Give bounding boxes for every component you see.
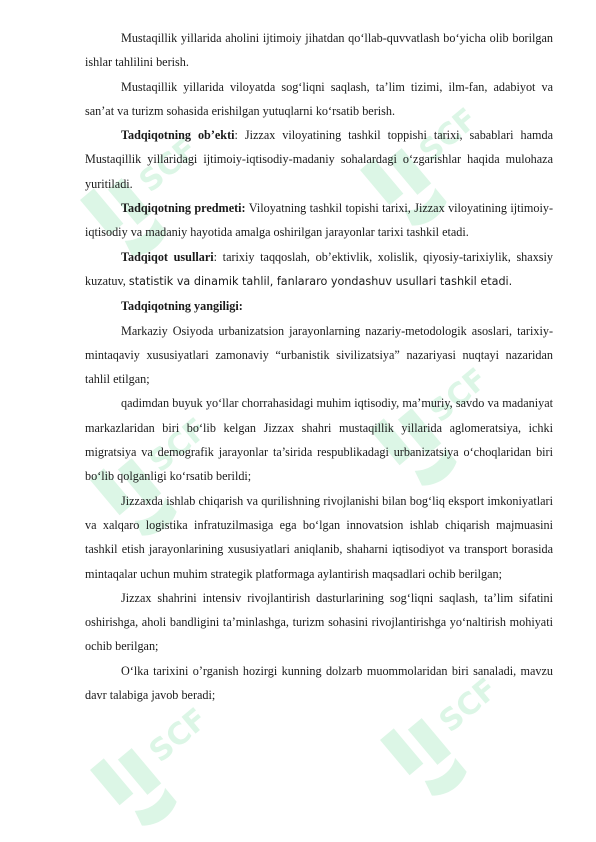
novelty-4-text: Jizzax shahrini intensiv rivojlantirish dasturlarining sog‘liqni saqlash, ta’lim sifatini oshirishga, aholi bandligini ta’minlashga, turizm sohasini rivojlantirishga yo‘naltirish mohiyati ochib berilgan;	[85, 590, 553, 654]
paragraph-research-methods	[85, 245, 553, 295]
paragraph-2-text: Mustaqillik yillarida viloyatda sog‘liqni saqlash, ta’lim tizimi, ilm-fan, adabiyot va san’at va turizm sohasida erishilgan yutuqlarni ko‘rsatib berish.	[85, 79, 553, 118]
research-methods-heading: Tadqiqot usullari	[121, 249, 214, 264]
research-object-heading: Tadqiqotning ob’ekti	[121, 128, 235, 143]
research-methods-tail: statistik va dinamik tahlil, fanlararo yondashuv usullari tashkil etadi.	[128, 274, 513, 288]
paragraph-novelty-3	[85, 489, 553, 586]
research-subject-heading: Tadqiqotning predmeti:	[121, 201, 246, 216]
paragraph-1	[85, 26, 553, 75]
paragraph-research-subject	[85, 196, 553, 245]
paragraph-research-novelty	[85, 294, 553, 318]
paragraph-1-text: Mustaqillik yillarida aholini ijtimoiy jihatdan qo‘llab-quvvatlash bo‘yicha olib borilgan ishlar tahlilini berish.	[85, 31, 553, 70]
document-page	[85, 26, 553, 707]
research-novelty-heading: Tadqiqotning yangiligi:	[121, 299, 243, 314]
novelty-2-text: qadimdan buyuk yo‘llar chorrahasidagi muhim iqtisodiy, ma’muriy, savdo va madaniyat markazlaridan biri bo‘lib kelgan Jizzax shahri mustaqillik yillarida aglomeratsiya, ichki migratsiya va demografik jarayonlar ta’sirida respublikadagi urbanizatsiya o‘choqlaridan biri bo‘lib qolganligi ko‘rsatib berildi;	[85, 396, 553, 484]
paragraph-novelty-2	[85, 391, 553, 488]
paragraph-novelty-4	[85, 586, 553, 659]
novelty-3-text: Jizzaxda ishlab chiqarish va qurilishning rivojlanishi bilan bog‘liq eksport imkoniyatlari va xalqaro logistika infratuzilmasiga ega bo‘lgan innovatsion ishlab chiqarish majmuasini tashkil etish jarayonlarining xususiyatlari aniqlanib, shaharni iqtisodiyot va transport borasida mintaqalar uchun muhim strategik platformaga aylantirish maqsadlari ochib berilgan;	[85, 493, 553, 581]
research-methods-text: : tarixiy taqqoslah, ob’ektivlik, xolislik, qiyosiy-tarixiylik, shaxsiy kuzatuv,	[85, 249, 554, 288]
paragraph-2	[85, 75, 553, 124]
novelty-5-text: O‘lka tarixini o’rganish hozirgi kunning dolzarb muommolaridan biri sanaladi, mavzu davr talabiga javob beradi;	[85, 663, 553, 703]
paragraph-novelty-5	[85, 659, 553, 708]
paragraph-research-object	[85, 123, 553, 196]
research-subject-text: Viloyatning tashkil topishi tarixi, Jizzax viloyatining ijtimoiy-iqtisodiy va madaniy hayotida amalga oshirilgan jarayonlar tarixi tashkil etadi.	[85, 201, 554, 240]
paragraph-novelty-1	[85, 319, 553, 392]
watermark-layer: SCF	[0, 0, 596, 842]
novelty-1-text: Markaziy Osiyoda urbanizatsion jarayonlarning nazariy-metodologik asoslari, tarixiy-mintaqaviy xususiyatlari zamonaviy “urbanistik sivilizatsiya” nazariyasi nuqtayi nazaridan tahlil etilgan;	[85, 323, 553, 387]
research-object-text: : Jizzax viloyatining tashkil toppishi tarixi, sabablari hamda Mustaqillik yillaridagi ijtimoiy-iqtisodiy-madaniy sohalardagi o‘zgarishlar haqida mulohaza yuritiladi.	[85, 128, 553, 191]
